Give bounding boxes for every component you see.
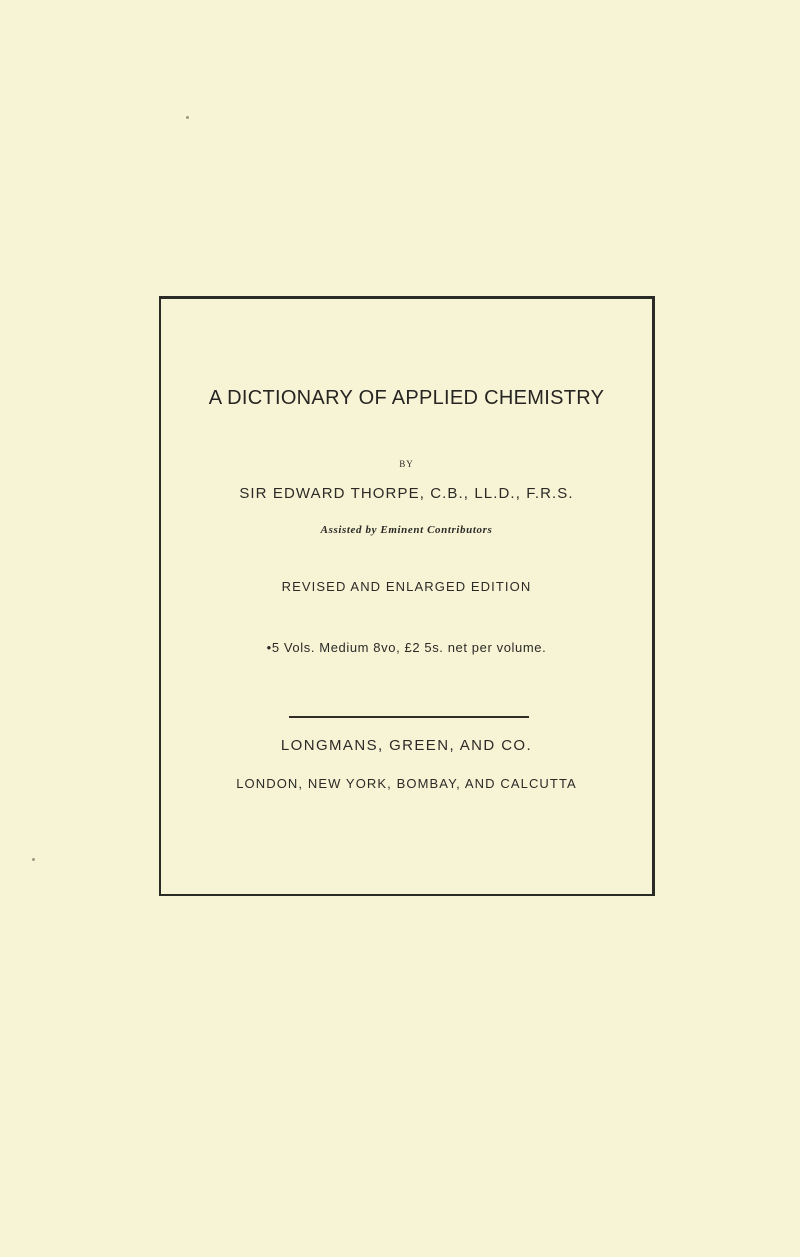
by-line: BY — [399, 459, 414, 469]
paper-speck — [32, 858, 35, 861]
book-title: A DICTIONARY OF APPLIED CHEMISTRY — [208, 387, 605, 409]
volumes-price: •5 Vols. Medium 8vo, £2 5s. net per volume. — [266, 640, 547, 655]
assisted-by-note: Assisted by Eminent Contributors — [320, 524, 493, 536]
paper-speck — [186, 116, 189, 119]
author-name: SIR EDWARD THORPE, C.B., LL.D., F.R.S. — [239, 485, 574, 502]
advertisement-box — [159, 296, 655, 896]
edition-note: REVISED AND ENLARGED EDITION — [281, 579, 532, 594]
publisher-cities: LONDON, NEW YORK, BOMBAY, AND CALCUTTA — [236, 776, 577, 791]
publisher-name: LONGMANS, GREEN, AND CO. — [280, 737, 533, 754]
divider-rule — [289, 716, 529, 718]
